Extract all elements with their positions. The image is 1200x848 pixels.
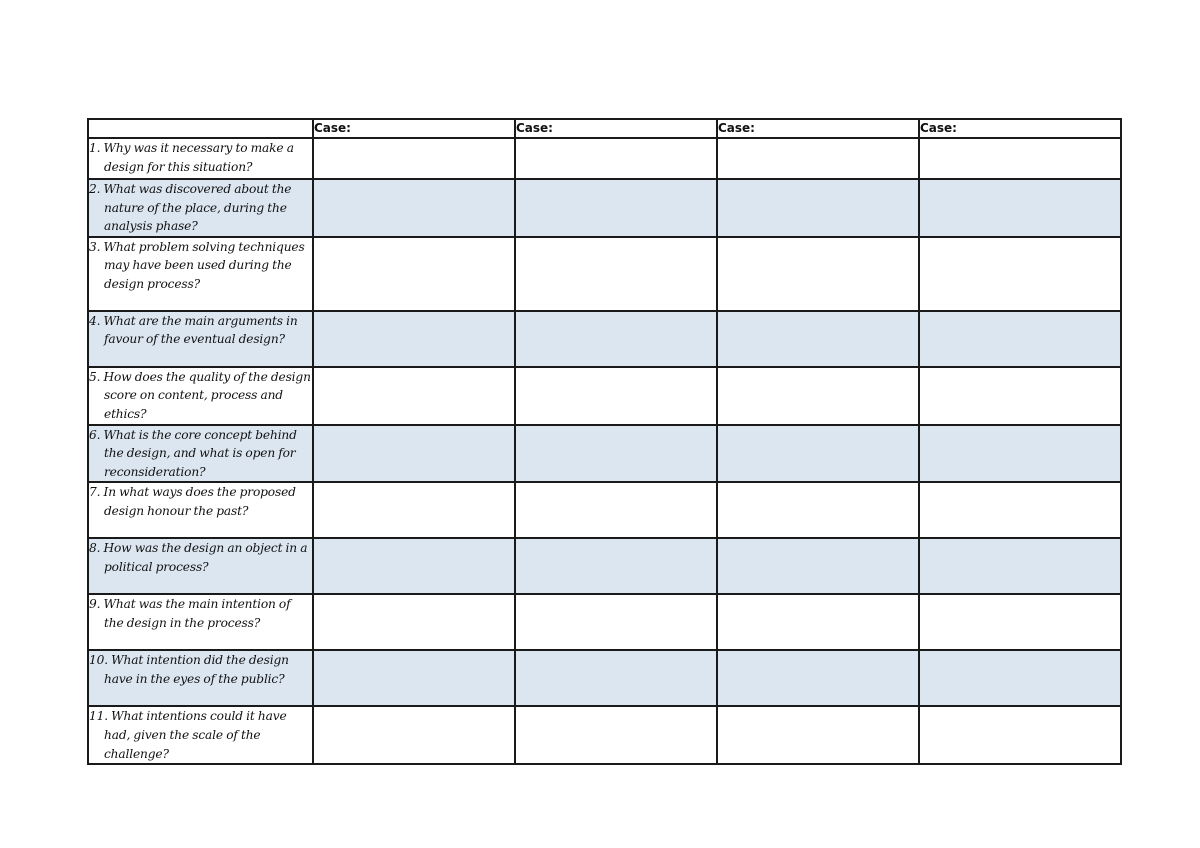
- answer-cell[interactable]: [515, 179, 717, 237]
- answer-cell[interactable]: [313, 425, 515, 483]
- answer-cell[interactable]: [919, 425, 1121, 483]
- answer-cell[interactable]: [313, 594, 515, 650]
- case-analysis-table: [87, 118, 1122, 765]
- answer-cell[interactable]: [717, 311, 919, 367]
- question-cell: [88, 538, 313, 594]
- answer-cell[interactable]: [515, 482, 717, 538]
- question-cell: [88, 650, 313, 706]
- question-text: 1. Why was it necessary to make a design for this situation?: [89, 141, 294, 174]
- table-row: [88, 706, 1121, 764]
- case-header-4: Case:: [919, 119, 1121, 138]
- answer-cell[interactable]: [919, 706, 1121, 764]
- question-text: 3. What problem solving techniques may have been used during the design process?: [89, 239, 305, 291]
- answer-cell[interactable]: [515, 650, 717, 706]
- answer-cell[interactable]: [717, 650, 919, 706]
- question-cell: [88, 482, 313, 538]
- table-row: [88, 311, 1121, 367]
- question-cell: [88, 706, 313, 764]
- table-row: [88, 138, 1121, 179]
- answer-cell[interactable]: [717, 594, 919, 650]
- question-text: 6. What is the core concept behind the design, and what is open for reconsideration?: [89, 427, 297, 479]
- question-text: 9. What was the main intention of the design in the process?: [89, 597, 291, 630]
- table-row: [88, 179, 1121, 237]
- answer-cell[interactable]: [313, 650, 515, 706]
- answer-cell[interactable]: [717, 425, 919, 483]
- answer-cell[interactable]: [717, 706, 919, 764]
- answer-cell[interactable]: [919, 538, 1121, 594]
- answer-cell[interactable]: [313, 482, 515, 538]
- question-text: 2. What was discovered about the nature of the place, during the analysis phase?: [89, 182, 292, 234]
- case-header-1: Case:: [313, 119, 515, 138]
- answer-cell[interactable]: [919, 237, 1121, 311]
- question-text: 10. What intention did the design have in the eyes of the public?: [89, 653, 289, 686]
- answer-cell[interactable]: [919, 311, 1121, 367]
- answer-cell[interactable]: [515, 706, 717, 764]
- answer-cell[interactable]: [717, 179, 919, 237]
- question-cell: [88, 138, 313, 179]
- case-header-3: Case:: [717, 119, 919, 138]
- answer-cell[interactable]: [717, 367, 919, 425]
- answer-cell[interactable]: [717, 482, 919, 538]
- answer-cell[interactable]: [313, 367, 515, 425]
- answer-cell[interactable]: [313, 179, 515, 237]
- answer-cell[interactable]: [313, 311, 515, 367]
- answer-cell[interactable]: [313, 706, 515, 764]
- answer-cell[interactable]: [515, 594, 717, 650]
- table-row: [88, 367, 1121, 425]
- answer-cell[interactable]: [717, 138, 919, 179]
- question-cell: [88, 367, 313, 425]
- answer-cell[interactable]: [313, 538, 515, 594]
- header-blank-cell: [88, 119, 313, 138]
- answer-cell[interactable]: [919, 138, 1121, 179]
- question-text: 4. What are the main arguments in favour of the eventual design?: [89, 313, 298, 347]
- question-cell: [88, 237, 313, 311]
- answer-cell[interactable]: [515, 138, 717, 179]
- question-text: 7. In what ways does the proposed design honour the past?: [89, 485, 296, 518]
- answer-cell[interactable]: [313, 237, 515, 311]
- question-text: 5. How does the quality of the design score on content, process and ethics?: [89, 369, 311, 421]
- table-row: [88, 425, 1121, 483]
- question-cell: [88, 311, 313, 367]
- question-cell: [88, 179, 313, 237]
- table-row: [88, 594, 1121, 650]
- answer-cell[interactable]: [717, 237, 919, 311]
- header-row: [88, 119, 1121, 138]
- question-cell: [88, 425, 313, 483]
- answer-cell[interactable]: [919, 594, 1121, 650]
- answer-cell[interactable]: [515, 538, 717, 594]
- answer-cell[interactable]: [919, 367, 1121, 425]
- answer-cell[interactable]: [919, 482, 1121, 538]
- question-cell: [88, 594, 313, 650]
- answer-cell[interactable]: [717, 538, 919, 594]
- answer-cell[interactable]: [515, 425, 717, 483]
- table-row: [88, 538, 1121, 594]
- answer-cell[interactable]: [313, 138, 515, 179]
- answer-cell[interactable]: [919, 179, 1121, 237]
- table-row: [88, 650, 1121, 706]
- table-row: [88, 482, 1121, 538]
- answer-cell[interactable]: [515, 237, 717, 311]
- answer-cell[interactable]: [919, 650, 1121, 706]
- answer-cell[interactable]: [515, 367, 717, 425]
- case-header-2: Case:: [515, 119, 717, 138]
- question-text: 8. How was the design an object in a political process?: [89, 541, 308, 574]
- table-row: [88, 237, 1121, 311]
- question-text: 11. What intentions could it have had, given the scale of the challenge?: [89, 709, 287, 761]
- answer-cell[interactable]: [515, 311, 717, 367]
